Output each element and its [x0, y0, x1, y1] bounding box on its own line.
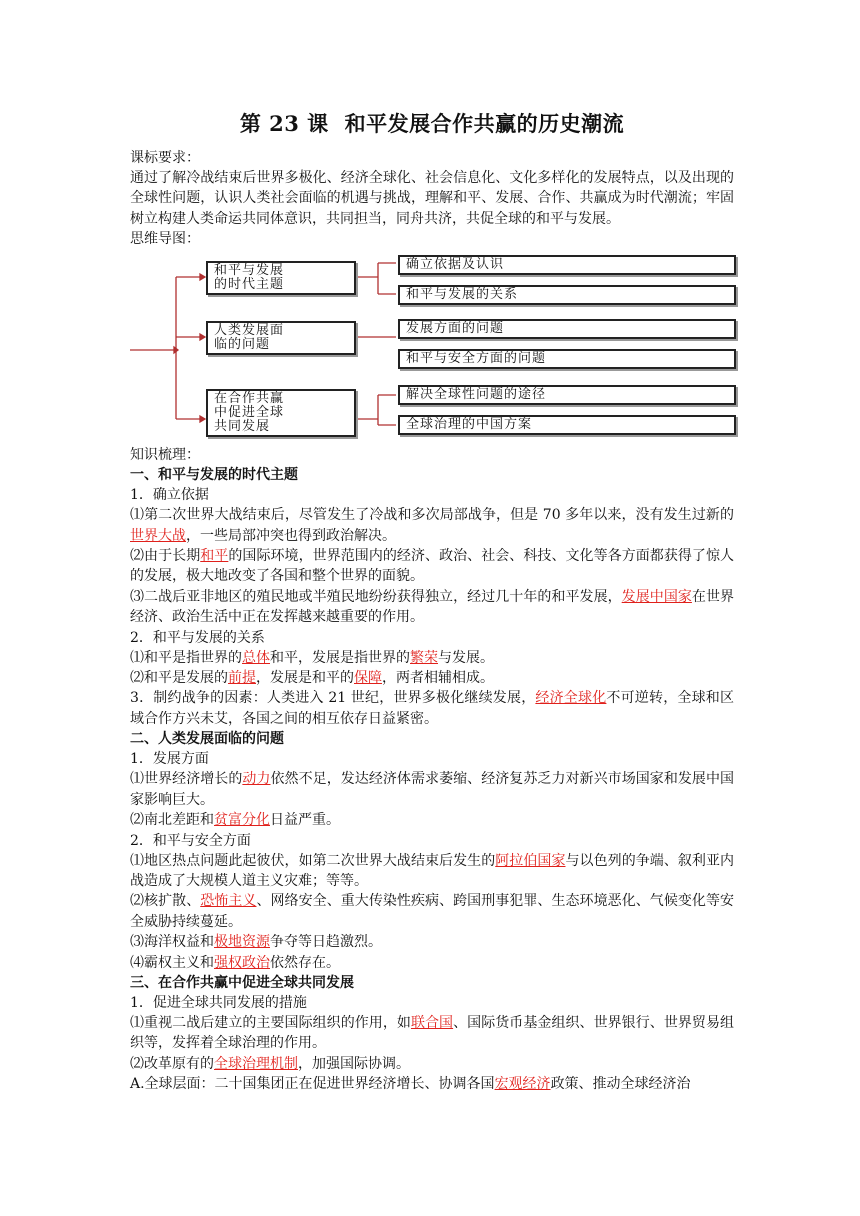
- section2-p5: ⑶海洋权益和极地资源争夺等日趋激烈。: [130, 934, 382, 951]
- lesson-title: 和平发展合作共赢的历史潮流: [344, 111, 625, 136]
- mindmap-sub-security-issues: 和平与安全方面的问题: [398, 349, 736, 369]
- keyword-macroeconomic: 宏观经济: [494, 1076, 551, 1093]
- keyword-governance-mechanism: 全球治理机制: [214, 1055, 298, 1072]
- section1-sub2: 2．和平与发展的关系: [130, 629, 265, 646]
- curriculum-label: 课标要求：: [130, 150, 200, 166]
- keyword-globalization: 经济全球化: [535, 690, 607, 707]
- mindmap-sub-china-plan: 全球治理的中国方案: [398, 415, 736, 435]
- section2-heading: 二、人类发展面临的问题: [130, 731, 284, 748]
- mindmap-main-peace-development: [206, 261, 356, 295]
- mindmap-main2-line1: 人类发展面: [214, 323, 285, 339]
- section2-p3: ⑴地区热点问题此起彼伏，如第二次世界大战结束后发生的阿拉伯国家与以色列的争端、叙利亚内战造成了大规模人道主义灾难；等等。: [130, 852, 735, 889]
- keyword-peace: 和平: [200, 548, 229, 565]
- section2-p2: ⑵南北差距和贫富分化日益严重。: [130, 812, 340, 829]
- keyword-terrorism: 恐怖主义: [200, 893, 257, 910]
- section2-p4: ⑵核扩散、恐怖主义、网络安全、重大传染性疾病、跨国刑事犯罪、生态环境恶化、气候变化等安全威胁持续蔓延。: [130, 893, 735, 930]
- mindmap-sub-solutions: 解决全球性问题的途径: [398, 385, 736, 405]
- section2-p1: ⑴世界经济增长的动力依然不足，发达经济体需求萎缩、经济复苏乏力对新兴市场国家和发展中国家影响巨大。: [130, 771, 735, 808]
- page-title: [130, 108, 734, 138]
- section1-sub1: 1．确立依据: [130, 487, 209, 504]
- keyword-power-politics: 强权政治: [214, 954, 270, 971]
- section1-p6: 3．制约战争的因素：人类进入 21 世纪，世界多极化继续发展，经济全球化不可逆转，全球和区域合作方兴未艾，各国之间的相互依存日益紧密。: [130, 690, 735, 727]
- keyword-polar-resources: 极地资源: [214, 934, 270, 951]
- section1-p5: ⑵和平是发展的前提，发展是和平的保障，两者相辅相成。: [130, 670, 494, 687]
- keyword-world-war: 世界大战: [130, 527, 186, 544]
- mindmap-main3-line1: 在合作共赢: [214, 391, 285, 407]
- section1-heading: 一、和平与发展的时代主题: [130, 467, 298, 484]
- section3-p1: ⑴重视二战后建立的主要国际组织的作用，如联合国、国际货币基金组织、世界银行、世界贸易组织等，发挥着全球治理的作用。: [130, 1014, 735, 1052]
- keyword-overall: 总体: [242, 649, 270, 666]
- mindmap-sub-basis: 确立依据及认识: [398, 255, 736, 275]
- keyword-premise: 前提: [228, 670, 256, 687]
- keyword-prosperity: 繁荣: [410, 649, 438, 666]
- section3-p3: A.全球层面：二十国集团正在促进世界经济增长、协调各国宏观经济政策、推动全球经济治: [130, 1076, 691, 1093]
- mindmap-label: 思维导图：: [130, 231, 200, 248]
- curriculum-text: 通过了解冷战结束后世界多极化、经济全球化、社会信息化、文化多样化的发展特点，以及出现的全球性问题，认识人类社会面临的机遇与挑战，理解和平、发展、合作、共赢成为时代潮流；牢固树立构建人类命运共同体意识，共同担当，同舟共济，共促全球的和平与发展。: [130, 170, 734, 227]
- keyword-united-nations: 联合国: [410, 1014, 454, 1031]
- section2-sub1: 1．发展方面: [130, 751, 209, 768]
- keyword-momentum: 动力: [242, 771, 271, 788]
- keyword-wealth-gap: 贫富分化: [214, 812, 270, 829]
- section2-sub2: 2．和平与安全方面: [130, 832, 251, 849]
- section1-p3: ⑶二战后亚非地区的殖民地或半殖民地纷纷获得独立，经过几十年的和平发展，发展中国家在世界经济、政治生活中正在发挥越来越重要的作用。: [130, 588, 735, 626]
- section1-p1: ⑴第二次世界大战结束后，尽管发生了冷战和多次局部战争，但是 70 多年以来，没有发生过新的世界大战，一些局部冲突也得到政治解决。: [130, 507, 734, 544]
- section3-heading: 三、在合作共赢中促进全球共同发展: [130, 974, 354, 991]
- mind-map: [130, 253, 734, 439]
- keyword-arab-states: 阿拉伯国家: [495, 852, 566, 869]
- keyword-developing-countries: 发展中国家: [621, 588, 692, 605]
- knowledge-label: 知识梳理：: [130, 447, 200, 464]
- mindmap-sub-development-issues: 发展方面的问题: [398, 319, 736, 339]
- mindmap-main1-line2: 的时代主题: [214, 277, 285, 293]
- mindmap-main-problems: [206, 321, 356, 355]
- mindmap-sub-relation: 和平与发展的关系: [398, 285, 736, 305]
- mindmap-main3-line3: 共同发展: [214, 419, 271, 435]
- section3-sub1: 1．促进全球共同发展的措施: [130, 994, 307, 1011]
- mindmap-main3-line2: 中促进全球: [214, 405, 285, 421]
- section3-p2: ⑵改革原有的全球治理机制，加强国际协调。: [130, 1055, 410, 1072]
- document-page: [130, 108, 734, 1095]
- mindmap-main1-line1: 和平与发展: [214, 263, 285, 279]
- section1-p4: ⑴和平是指世界的总体和平，发展是指世界的繁荣与发展。: [130, 649, 494, 666]
- mindmap-main-cooperation: [206, 389, 356, 437]
- keyword-guarantee: 保障: [354, 670, 382, 687]
- mindmap-main2-line2: 临的问题: [214, 337, 271, 353]
- lesson-number: 第 23 课: [239, 111, 329, 136]
- section1-p2: ⑵由于长期和平的国际环境，世界范围内的经济、政治、社会、科技、文化等各方面都获得了惊人的发展，极大地改变了各国和整个世界的面貌。: [130, 548, 735, 585]
- section2-p6: ⑷霸权主义和强权政治依然存在。: [130, 954, 340, 971]
